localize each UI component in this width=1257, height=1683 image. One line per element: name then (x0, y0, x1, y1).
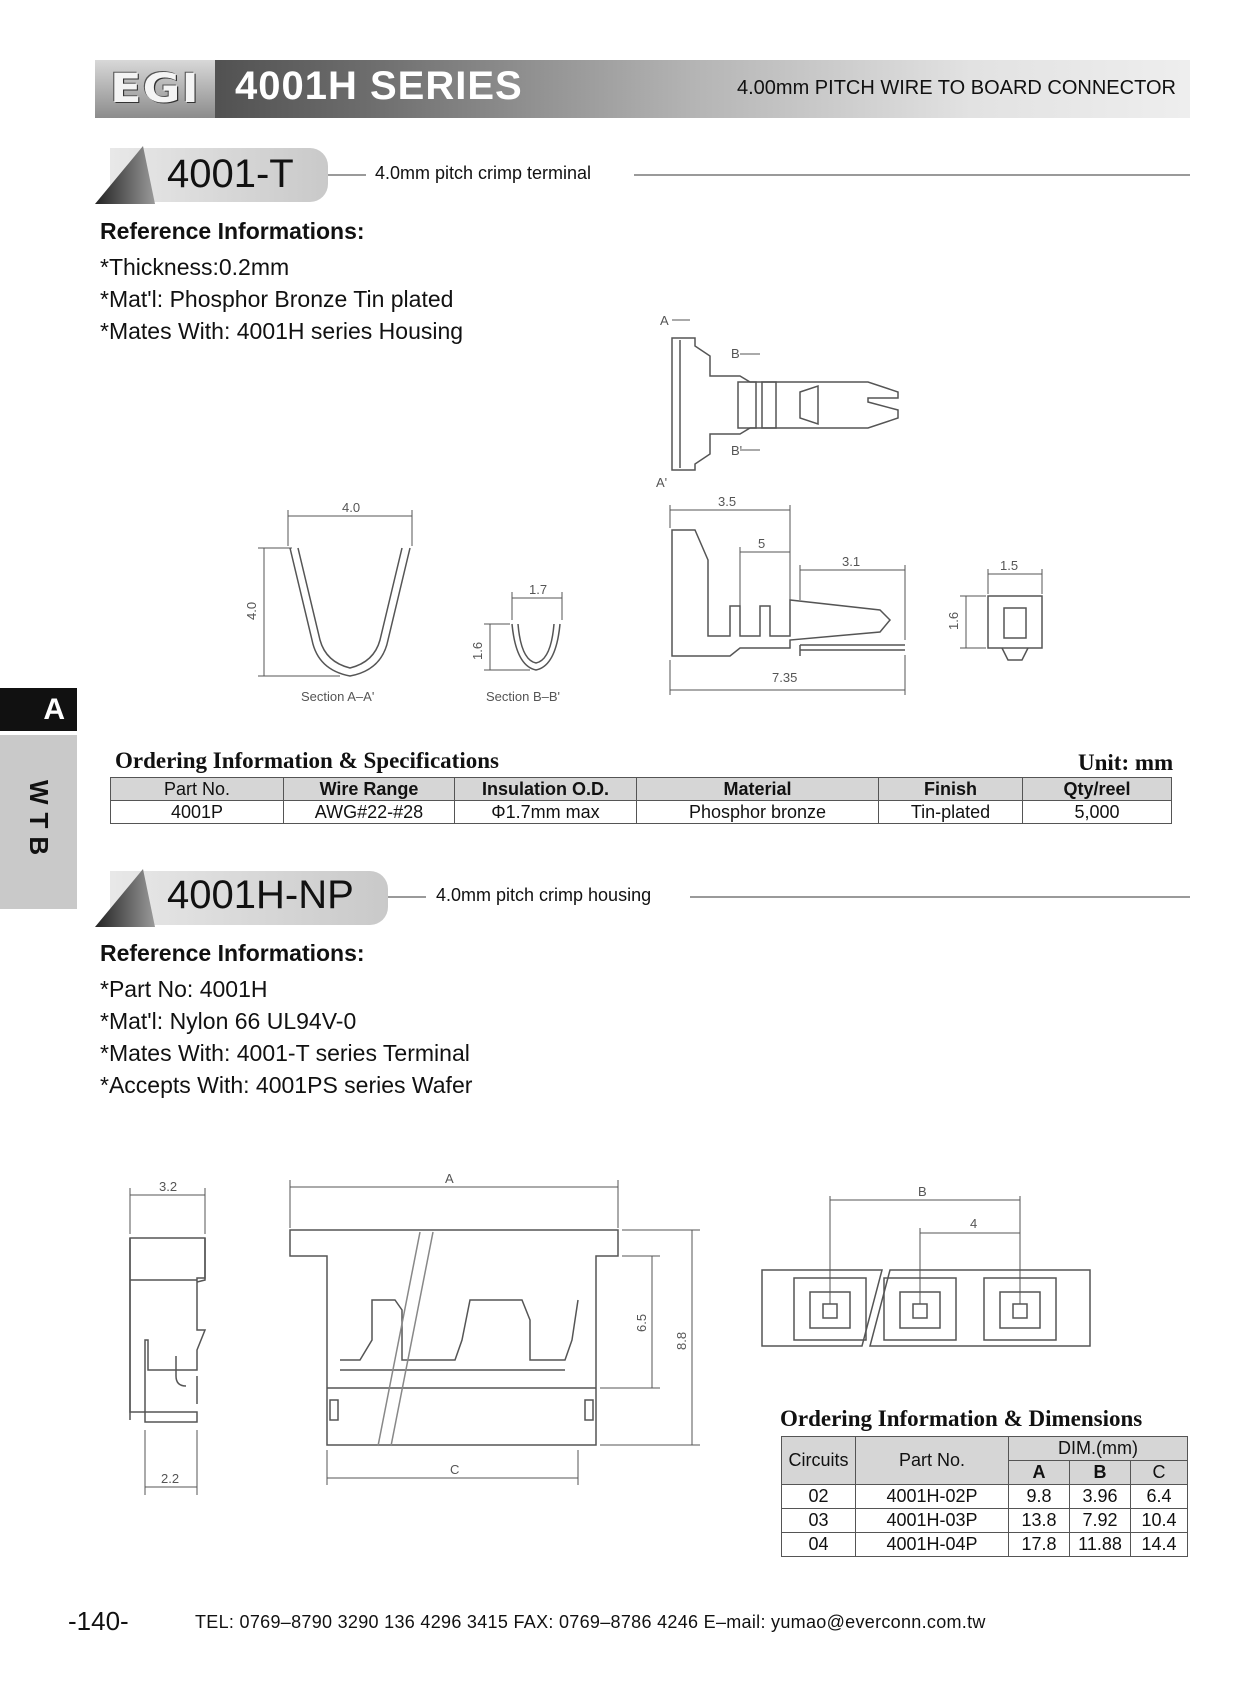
dim-cell: 7.92 (1070, 1509, 1131, 1533)
terminal-subtitle: 4.0mm pitch crimp terminal (375, 163, 592, 183)
series-subtitle: 4.00mm PITCH WIRE TO BOARD CONNECTOR (737, 77, 1176, 99)
dim-cell: 11.88 (1070, 1533, 1131, 1557)
terminal-ref-line: *Mat'l: Phosphor Bronze Tin plated (100, 286, 454, 312)
label-a: A (660, 313, 669, 328)
dim-header-circuits: Circuits (782, 1437, 856, 1485)
dimension-table (781, 1436, 1188, 1557)
dim-header-b: B (1070, 1461, 1131, 1485)
table-row (111, 801, 1172, 824)
housing-ref-line: *Part No: 4001H (100, 976, 268, 1002)
housing-badge-triangle-icon (95, 869, 155, 927)
section-b-caption: Section B–B' (486, 689, 561, 704)
dim-front-c: C (450, 1462, 460, 1477)
spec-header-row (111, 778, 1172, 801)
spec-header: Wire Range (284, 778, 455, 801)
dim-front-a: A (445, 1171, 454, 1186)
housing-top-view (762, 1196, 1090, 1346)
table-row (782, 1533, 1188, 1557)
dim-end-width: 1.5 (1000, 558, 1019, 573)
label-b: B (731, 346, 740, 361)
dim-cell: 04 (782, 1533, 856, 1557)
dim-sec-a-width: 4.0 (342, 500, 361, 515)
terminal-badge: 4001-T (167, 152, 294, 196)
dim-header-dim: DIM.(mm) (1009, 1437, 1188, 1461)
page-number: -140- (68, 1606, 129, 1636)
label-a-prime: A' (656, 475, 668, 490)
side-tab-letter: A (0, 688, 77, 731)
spec-cell: Φ1.7mm max (455, 801, 637, 824)
dim-header-part-no: Part No. (856, 1437, 1009, 1485)
dim-cell: 9.8 (1009, 1485, 1070, 1509)
spec-header: Part No. (111, 778, 284, 801)
spec-header: Qty/reel (1023, 778, 1172, 801)
dim-cell: 02 (782, 1485, 856, 1509)
housing-ordering-title: Ordering Information & Dimensions (780, 1406, 1143, 1431)
dim-side-top: 3.2 (159, 1179, 178, 1194)
spec-header: Insulation O.D. (455, 778, 637, 801)
dim-header-c: C (1131, 1461, 1188, 1485)
housing-badge: 4001H-NP (167, 873, 354, 917)
dim-cell: 14.4 (1131, 1533, 1188, 1557)
dim-front-88: 8.8 (674, 1331, 689, 1350)
dim-side-total: 7.35 (772, 670, 798, 685)
table-row (782, 1485, 1188, 1509)
spec-cell: Phosphor bronze (637, 801, 879, 824)
section-a-drawing (258, 510, 412, 676)
side-tab-category: WTB (24, 780, 54, 864)
brand-logo: EGI (110, 66, 200, 112)
dim-sec-b-width: 1.7 (529, 582, 548, 597)
spec-cell: 4001P (111, 801, 284, 824)
housing-subtitle: 4.0mm pitch crimp housing (436, 885, 652, 905)
unit-label: Unit: mm (1078, 750, 1174, 775)
series-title: 4001H SERIES (235, 64, 523, 108)
section-a-caption: Section A–A' (301, 689, 375, 704)
spec-cell: 5,000 (1023, 801, 1172, 824)
terminal-drawings (0, 0, 1257, 720)
terminal-ordering-title: Ordering Information & Specifications (115, 748, 499, 773)
housing-ref-line: *Mat'l: Nylon 66 UL94V-0 (100, 1008, 357, 1034)
footer-contact: TEL: 0769–8790 3290 136 4296 3415 FAX: 0769–8786 4246 E–mail: yumao@everconn.com.tw (195, 1612, 986, 1632)
dim-sec-a-height: 4.0 (244, 601, 259, 620)
dim-cell: 4001H-02P (856, 1485, 1009, 1509)
dim-side-5: 5 (758, 536, 766, 551)
dim-cell: 13.8 (1009, 1509, 1070, 1533)
dim-cell: 4001H-03P (856, 1509, 1009, 1533)
housing-ref-line: *Mates With: 4001-T series Terminal (100, 1040, 470, 1066)
housing-ref-line: *Accepts With: 4001PS series Wafer (100, 1072, 473, 1098)
spec-table (110, 777, 1172, 824)
dim-side-top: 3.5 (718, 494, 737, 509)
dim-cell: 03 (782, 1509, 856, 1533)
spec-header: Material (637, 778, 879, 801)
dim-header-a: A (1009, 1461, 1070, 1485)
table-row (782, 1509, 1188, 1533)
terminal-end-view (960, 569, 1042, 660)
dim-cell: 10.4 (1131, 1509, 1188, 1533)
terminal-ref-line: *Thickness:0.2mm (100, 254, 290, 280)
housing-ref-heading: Reference Informations: (100, 940, 365, 966)
housing-side-view (130, 1188, 205, 1495)
section-b-drawing (484, 592, 562, 670)
terminal-side-view (670, 505, 905, 695)
dim-top-b: B (918, 1184, 927, 1199)
label-b-prime: B' (731, 443, 743, 458)
terminal-ref-heading: Reference Informations: (100, 218, 365, 244)
dim-cell: 6.4 (1131, 1485, 1188, 1509)
dim-side-31: 3.1 (842, 554, 861, 569)
dim-cell: 3.96 (1070, 1485, 1131, 1509)
terminal-ref-line: *Mates With: 4001H series Housing (100, 318, 464, 344)
dim-header-row (782, 1437, 1188, 1461)
spec-header: Finish (879, 778, 1023, 801)
dim-front-65: 6.5 (634, 1313, 649, 1332)
dim-top-4: 4 (970, 1216, 978, 1231)
dim-cell: 17.8 (1009, 1533, 1070, 1557)
terminal-top-view (672, 320, 898, 470)
dim-sec-b-height: 1.6 (470, 641, 485, 660)
dim-end-height: 1.6 (946, 611, 961, 630)
section-rule (690, 896, 1190, 898)
dim-side-bottom: 2.2 (161, 1471, 180, 1486)
section-rule (388, 896, 426, 898)
spec-cell: Tin-plated (879, 801, 1023, 824)
dim-cell: 4001H-04P (856, 1533, 1009, 1557)
spec-cell: AWG#22-#28 (284, 801, 455, 824)
